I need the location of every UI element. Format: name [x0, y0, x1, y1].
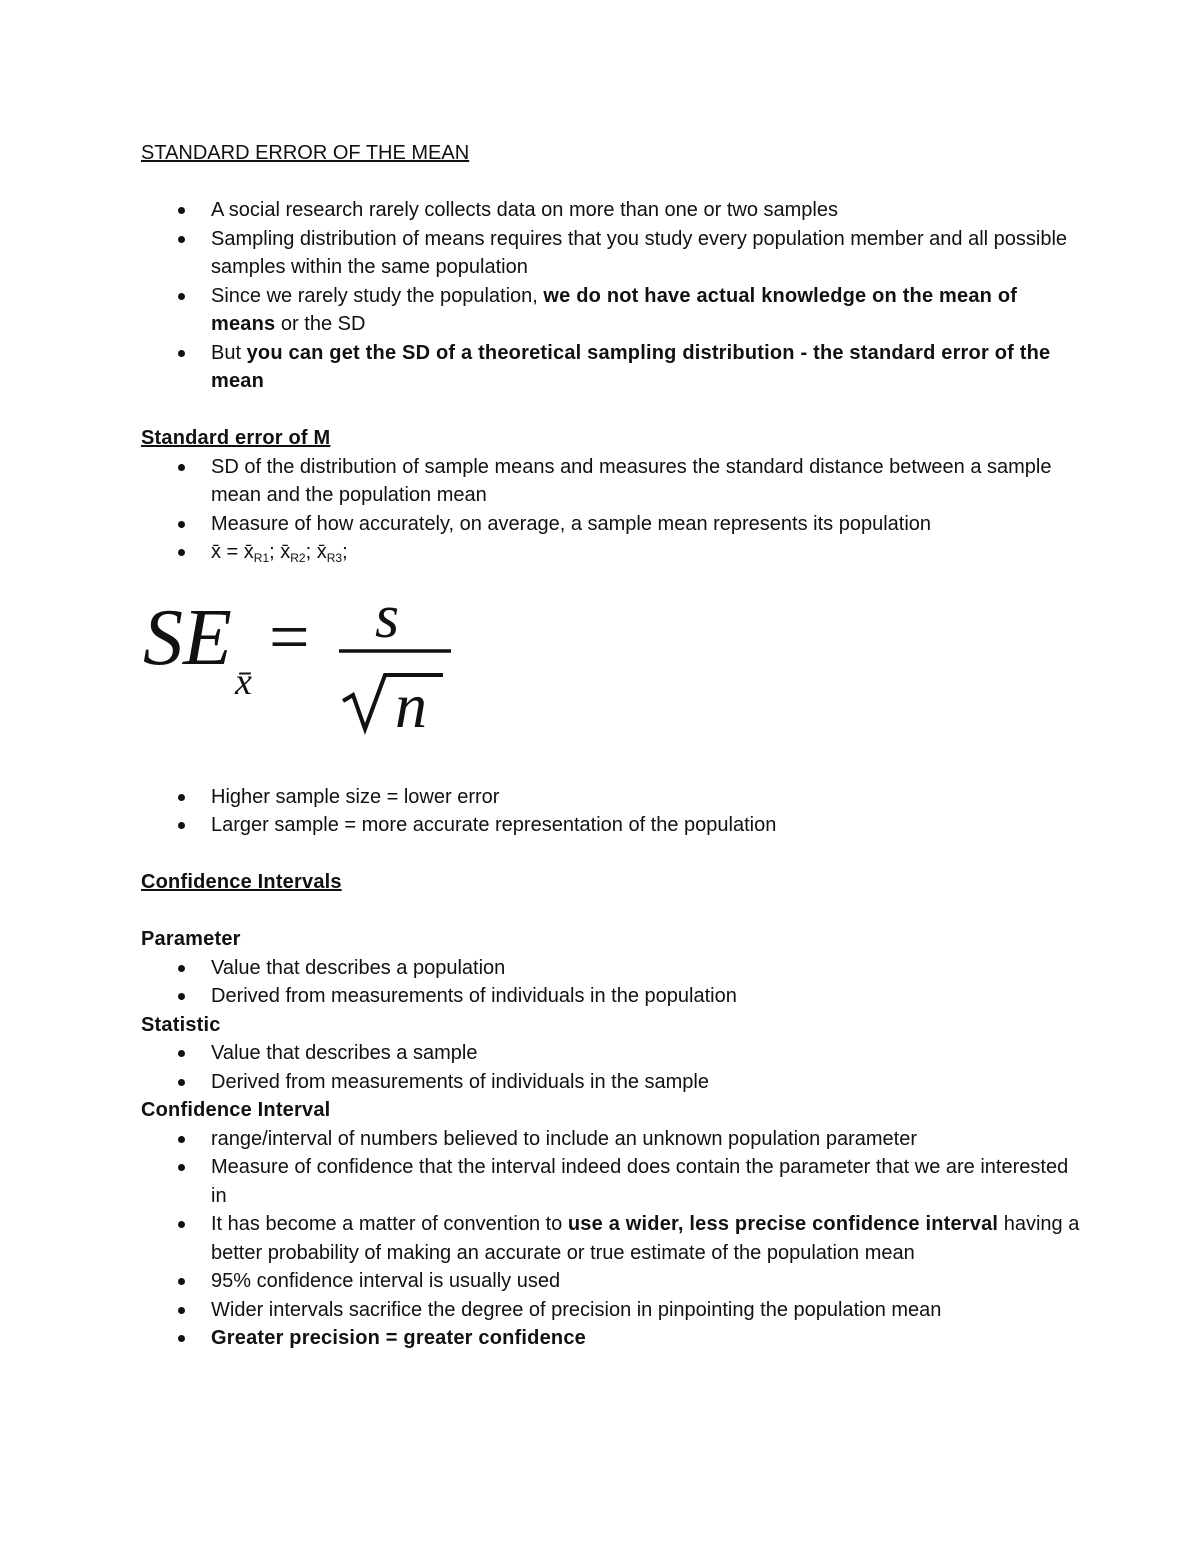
list-item — [141, 1324, 1081, 1353]
statistic-bullet-list — [141, 1039, 1081, 1096]
notation-subscript: R1 — [253, 551, 270, 565]
list-item: Measure of how accurately, on average, a sample mean represents its population — [141, 510, 1081, 539]
section1-bullet-list — [141, 196, 1081, 396]
notation-text: ; x̄ — [305, 541, 327, 563]
subheading-parameter: Parameter — [141, 928, 241, 950]
formula-subscript: x̄ — [235, 660, 252, 703]
notation-text: x̄ = x̄ — [211, 541, 254, 563]
list-item-text: It has become a matter of convention to — [211, 1213, 568, 1235]
formula-numerator: s — [375, 582, 400, 651]
radical-sign-icon — [343, 675, 443, 729]
list-item-text: Since we rarely study the population, — [211, 284, 544, 307]
list-item: SD of the distribution of sample means and measures the standard distance between a sample mean and the population mean — [141, 453, 1081, 510]
parameter-bullet-list — [141, 954, 1081, 1011]
list-item-bold-text: use a wider, less precise confidence interval — [567, 1213, 999, 1235]
subheading-confidence-interval: Confidence Interval — [141, 1099, 331, 1121]
list-item-text: having a better probability of making an accurate or true estimate of the population mean — [211, 1213, 1080, 1264]
list-item — [141, 1210, 1081, 1267]
notation-text: ; — [342, 541, 348, 563]
confidence-interval-bullet-list — [141, 1125, 1081, 1353]
document-content — [141, 139, 1081, 1353]
standard-error-formula — [141, 573, 1081, 783]
list-item: A social research rarely collects data on more than one or two samples — [141, 196, 1081, 225]
list-item: range/interval of numbers believed to include an unknown population parameter — [141, 1125, 1081, 1154]
list-item: Wider intervals sacrifice the degree of precision in pinpointing the population mean — [141, 1296, 1081, 1325]
notation-text: ; x̄ — [269, 541, 291, 563]
subheading-statistic: Statistic — [141, 1013, 221, 1036]
list-item — [141, 282, 1081, 339]
list-item-text: But — [211, 341, 247, 364]
notation-list-item — [141, 538, 1081, 573]
list-item: Value that describes a sample — [141, 1039, 1081, 1068]
list-item: Derived from measurements of individuals in the population — [141, 982, 1081, 1011]
section2-bullet-list-after-formula — [141, 783, 1081, 840]
list-item-bold-text: you can get the SD of a theoretical sampling distribution - the standard error of the mean — [211, 341, 1051, 392]
notation-subscript: R3 — [326, 551, 343, 565]
formula-se: SE — [143, 593, 232, 682]
section2-bullet-list — [141, 453, 1081, 573]
notation-subscript: R2 — [290, 551, 306, 565]
list-item: Larger sample = more accurate representation of the population — [141, 811, 1081, 840]
list-item: Higher sample size = lower error — [141, 783, 1081, 812]
formula-denominator: n — [395, 669, 427, 741]
section-title-standard-error-of-m: Standard error of M — [141, 427, 331, 449]
formula-graphic — [143, 579, 473, 769]
list-item: 95% confidence interval is usually used — [141, 1267, 1081, 1296]
section-title-standard-error-of-the-mean: STANDARD ERROR OF THE MEAN — [141, 142, 470, 164]
list-item-text: or the SD — [275, 313, 366, 335]
list-item: Derived from measurements of individuals in the sample — [141, 1068, 1081, 1097]
section-title-confidence-intervals: Confidence Intervals — [141, 871, 342, 893]
list-item: Measure of confidence that the interval indeed does contain the parameter that we are interested in — [141, 1153, 1081, 1210]
list-item: Value that describes a population — [141, 954, 1081, 983]
list-item-bold-text: Greater precision = greater confidence — [211, 1327, 586, 1349]
list-item: Sampling distribution of means requires that you study every population member and all possible samples within the same population — [141, 225, 1081, 282]
list-item-bold-text: we do not have actual knowledge on the mean of means — [211, 284, 1018, 335]
list-item — [141, 339, 1081, 396]
formula-equals: = — [269, 596, 310, 677]
